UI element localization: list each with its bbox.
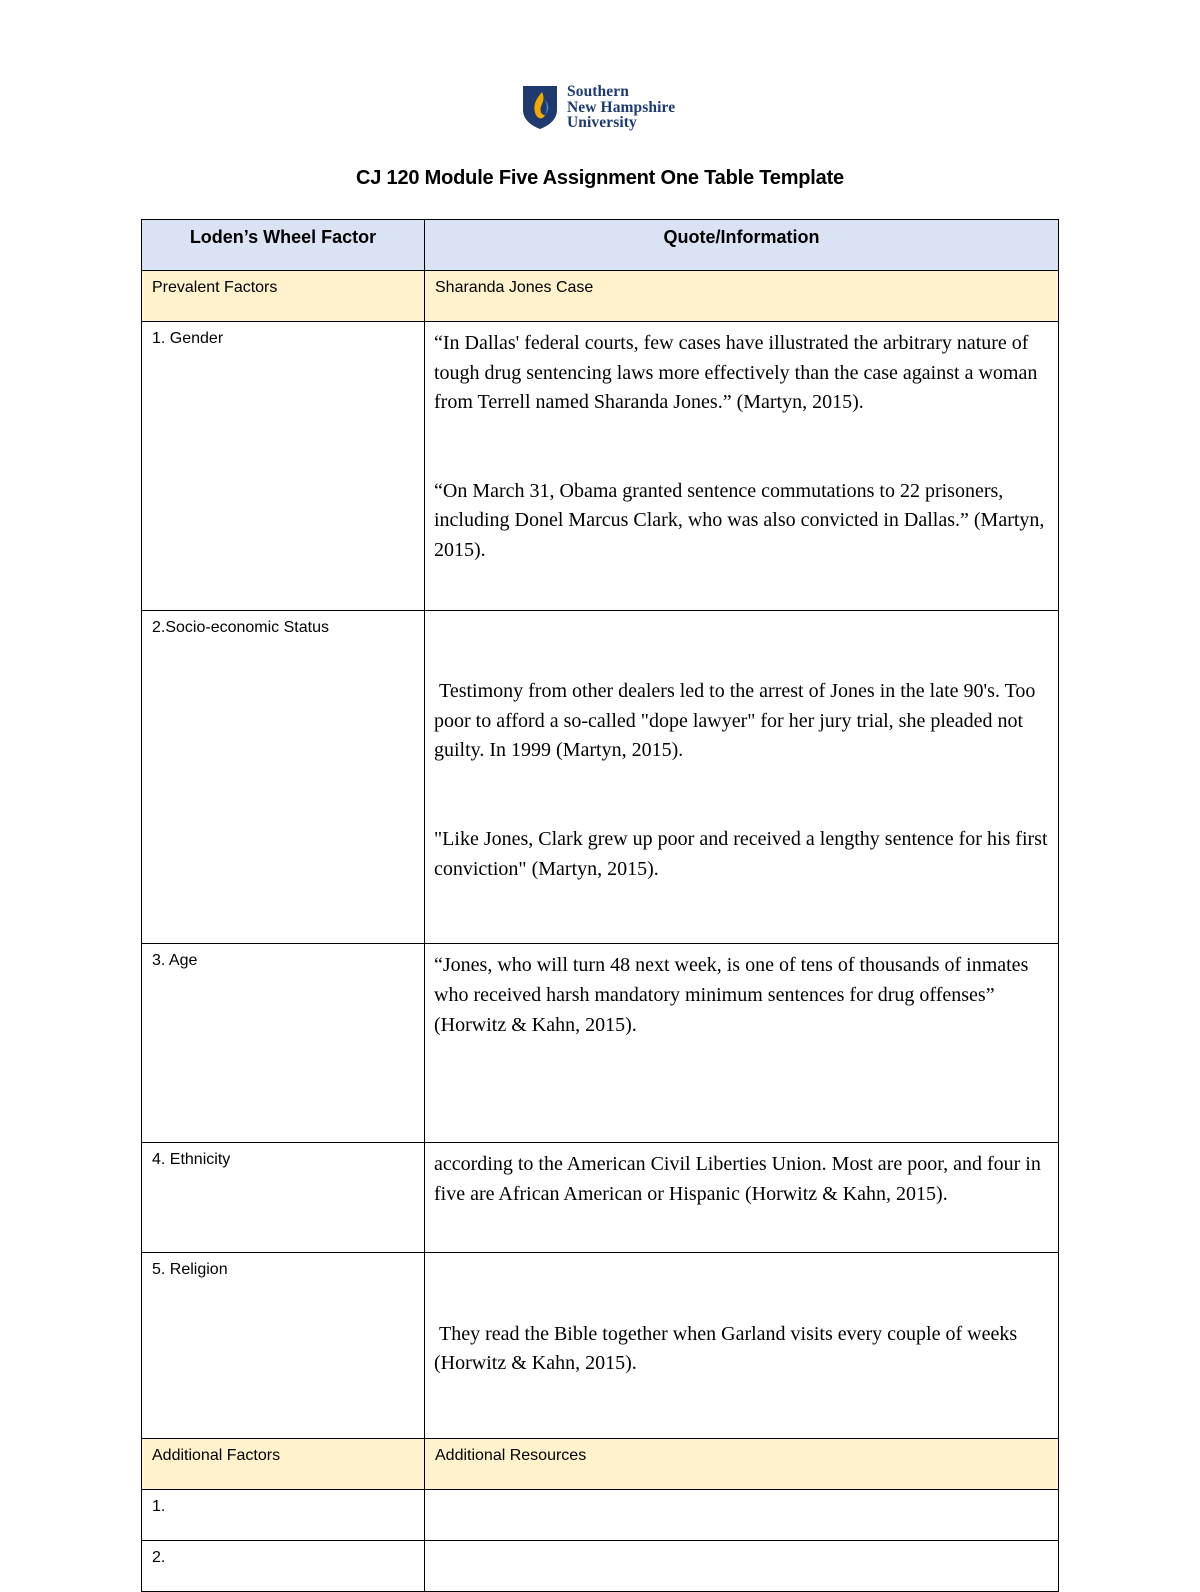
quote-cell: [425, 611, 1059, 944]
university-name: [567, 84, 675, 131]
quote-paragraph: “In Dallas' federal courts, few cases have illustrated the arbitrary nature of tough drug sentencing laws more effectively than the case against a woman from Terrell named Sharanda Jones.” (Martyn, 2015).: [434, 332, 1038, 414]
flame-shield-icon: [521, 84, 559, 130]
table-row: [142, 1540, 1059, 1591]
quote-paragraph: Testimony from other dealers led to the arrest of Jones in the late 90's. Too poor to afford a so-called "dope lawyer" for her jury trial, she pleaded not guilty. In 1999 (Martyn, 2015).: [434, 680, 1041, 762]
prevalent-factors-label: Prevalent Factors: [142, 271, 425, 322]
quote-paragraph: “On March 31, Obama granted sentence commutations to 22 prisoners, including Donel Marcus Clark, who was also convicted in Dallas.” (Martyn, 2015).: [434, 479, 1045, 561]
quote-cell: [425, 1143, 1059, 1253]
table-row: [142, 944, 1059, 1143]
logo-line-3: University: [567, 114, 637, 131]
header-factor: Loden’s Wheel Factor: [142, 220, 425, 271]
table-row: [142, 1489, 1059, 1540]
table-row: [142, 1253, 1059, 1439]
quote-paragraph: They read the Bible together when Garland visits every couple of weeks (Horwitz & Kahn, 2015).: [434, 1322, 1023, 1375]
quote-cell: [425, 322, 1059, 611]
additional-factors-label: Additional Factors: [142, 1438, 425, 1489]
lodens-wheel-table: [141, 219, 1059, 1592]
factor-cell: 1.: [142, 1489, 425, 1540]
quote-cell: [425, 944, 1059, 1143]
table-header-row: [142, 220, 1059, 271]
additional-factors-value: Additional Resources: [425, 1438, 1059, 1489]
table-row: [142, 1143, 1059, 1253]
snhu-logo: [521, 84, 675, 131]
factor-cell: 1. Gender: [142, 322, 425, 611]
table-row: [142, 322, 1059, 611]
factor-cell: 3. Age: [142, 944, 425, 1143]
resource-cell: [425, 1489, 1059, 1540]
prevalent-factors-value: Sharanda Jones Case: [425, 271, 1059, 322]
factor-cell: 2.: [142, 1540, 425, 1591]
prevalent-factors-row: [142, 271, 1059, 322]
resource-cell: [425, 1540, 1059, 1591]
quote-paragraph: according to the American Civil Liberties Union. Most are poor, and four in five are African American or Hispanic (Horwitz & Kahn, 2015).: [434, 1153, 1041, 1205]
header-quote: Quote/Information: [425, 220, 1059, 271]
quote-cell: [425, 1253, 1059, 1439]
additional-factors-row: [142, 1438, 1059, 1489]
page-title: CJ 120 Module Five Assignment One Table Template: [356, 167, 844, 189]
factor-cell: 4. Ethnicity: [142, 1143, 425, 1253]
quote-paragraph: “Jones, who will turn 48 next week, is one of tens of thousands of inmates who received harsh mandatory minimum sentences for drug offenses” (Horwitz & Kahn, 2015).: [434, 954, 1029, 1036]
quote-paragraph: "Like Jones, Clark grew up poor and received a lengthy sentence for his first conviction" (Martyn, 2015).: [434, 827, 1053, 880]
factor-cell: 2.Socio-economic Status: [142, 611, 425, 944]
factor-cell: 5. Religion: [142, 1253, 425, 1439]
logo-line-2: New Hampshire: [567, 98, 676, 116]
table-row: [142, 611, 1059, 944]
logo-line-1: Southern: [567, 83, 629, 100]
